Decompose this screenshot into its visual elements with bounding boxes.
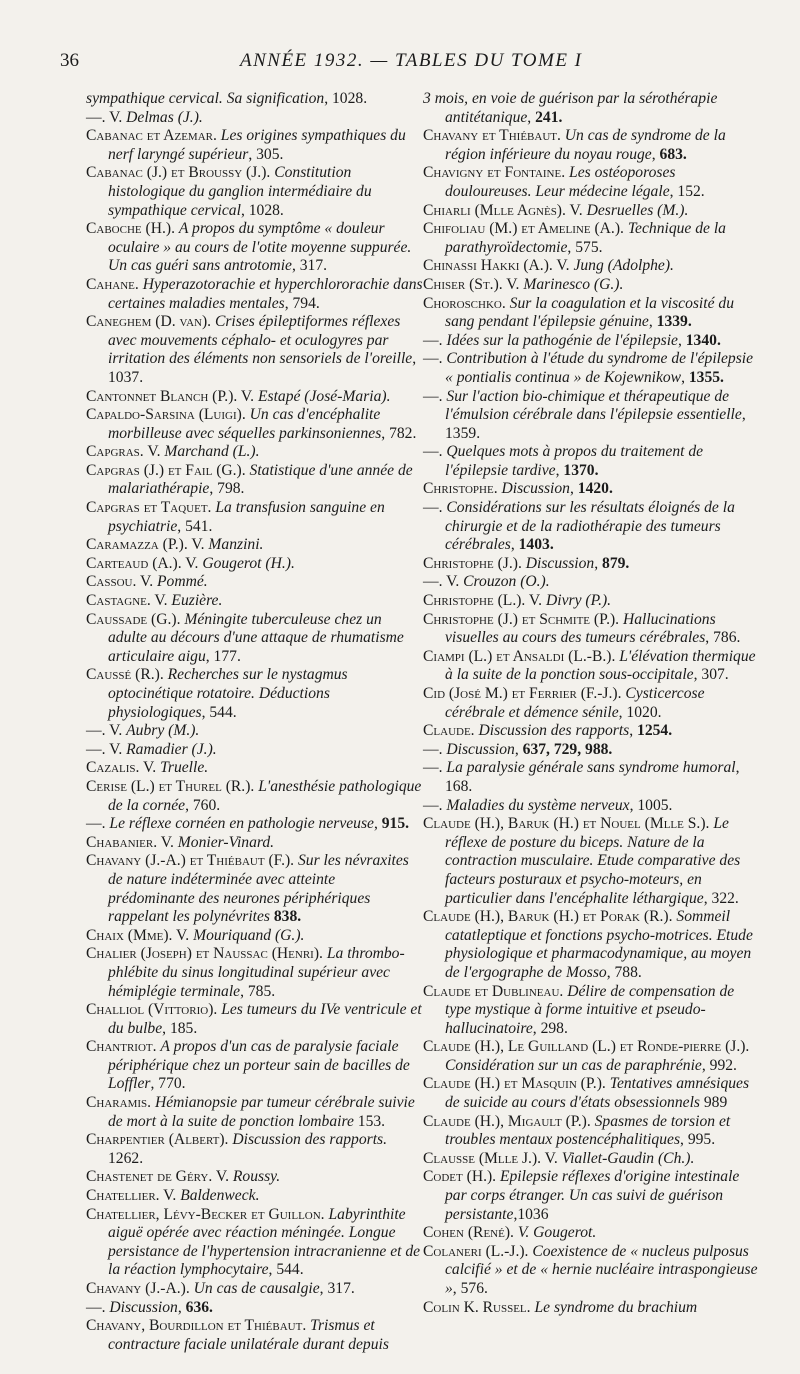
entry-ref: , 1359. [445, 406, 746, 442]
entry-title: Truelle. [160, 759, 209, 777]
entry-author: —. V. [423, 573, 464, 591]
entry-ref: , 788. [606, 963, 642, 981]
index-entry [86, 1131, 424, 1168]
entry-title: Euzière. [171, 592, 223, 610]
index-entry [423, 350, 761, 387]
entry-title: Constitution histologique du ganglion intermédiaire du sympathique cervical [108, 164, 372, 219]
entry-author: Cohen (René). [423, 1224, 518, 1242]
index-entry [423, 295, 761, 332]
entry-title: Un cas d'encéphalite morbilleuse avec séquelles parkinsoniennes [108, 406, 382, 442]
entry-title: Méningite tuberculeuse chez un adulte au décours d'une attaque de rhumatisme articulaire aigu [108, 610, 404, 665]
entry-title: Le réflexe cornéen en pathologie nerveuse [109, 815, 374, 833]
entry-author: Choroschko. [423, 294, 510, 312]
index-entry [86, 759, 424, 778]
entry-ref: , 322. [703, 889, 739, 907]
entry-title: Considérations sur les résultats éloignés de la chirurgie et de la radiothérapie des tumeurs cérébrales [445, 499, 735, 554]
entry-title: Trismus et contracture faciale unilatérale durant depuis [108, 1317, 389, 1353]
index-entry [86, 741, 424, 760]
entry-author: Chaix (Mme). V. [86, 926, 194, 944]
entry-author: Chavigny et Fontaine. [423, 164, 570, 182]
index-entry [423, 480, 761, 499]
entry-ref: , [514, 740, 523, 758]
entry-author: Capaldo-Sarsina (Luigi). [86, 406, 250, 424]
entry-author: Carteaud (A.). V. [86, 554, 203, 572]
entry-page-bold: 1339. [656, 313, 692, 331]
index-entry [86, 1038, 424, 1094]
entry-author: Chifoliau (M.) et Ameline (A.). [423, 220, 628, 238]
entry-ref: , 1028. [240, 201, 284, 219]
entry-page-bold: 683. [659, 145, 687, 163]
index-entry [86, 834, 424, 853]
entry-title: Ramadier (J.). [126, 740, 217, 758]
entry-title: Spasmes de torsion et troubles mentaux postencéphalitiques [445, 1112, 731, 1149]
entry-author: Chavany (J.-A.). [86, 1280, 194, 1297]
entry-author: Christophe (J.). [423, 554, 526, 572]
entry-ref: , 995. [680, 1131, 716, 1149]
entry-ref: , 760. [185, 796, 221, 814]
entry-author: Chatellier, Lévy-Becker et Guillon. [86, 1205, 329, 1223]
entry-title: Crouzon (O.). [463, 573, 550, 591]
entry-author: Cabanac et Azemar. [86, 127, 221, 145]
entry-title: Un cas de causalgie [193, 1280, 320, 1297]
entry-ref: , [594, 554, 603, 572]
entry-title: Maladies du système nerveux [446, 796, 630, 814]
index-entry [86, 927, 424, 946]
index-entry [86, 1187, 424, 1206]
entry-author: Charamis. [86, 1094, 155, 1112]
entry-title: Les origines sympathiques du nerf laryngé supérieur [108, 127, 406, 163]
entry-title: Desruelles (M.). [586, 201, 689, 219]
entry-author: Castagne. V. [86, 592, 172, 610]
entry-title: Estapé (José-Maria). [257, 387, 391, 405]
index-entry [423, 257, 761, 276]
running-title: ANNÉE 1932. — TABLES DU TOME I [240, 50, 583, 71]
entry-title: Discussion [501, 480, 570, 498]
entry-title: A propos d'un cas de paralysie faciale périphérique chez un porteur sain de bacilles de Loffler [108, 1038, 410, 1093]
index-entry [86, 778, 424, 815]
entry-page-bold: 879. [602, 554, 630, 572]
index-entry [86, 1001, 424, 1038]
entry-author: Cassou. V. [86, 573, 158, 591]
entry-author: Capgras. V. [86, 443, 165, 461]
entry-title: Recherches sur le nystagmus optocinétique rotatoire. Déductions physiologiques [108, 666, 348, 721]
index-entry [86, 313, 424, 387]
entry-author: Capgras et Taquet. [86, 499, 216, 517]
entry-ref: , [648, 313, 657, 331]
entry-author: Chavany (J.-A.) et Thiébaut (F.). [86, 852, 298, 870]
index-entry [423, 741, 761, 760]
entry-author: —. [423, 331, 447, 349]
entry-author: Cazalis. V. [86, 759, 161, 777]
index-entry [86, 164, 424, 220]
index-entry [423, 797, 761, 816]
index-entry [86, 90, 424, 109]
entry-author: —. V. [86, 740, 127, 758]
entry-ref: 989 [699, 1094, 728, 1112]
index-entry [423, 1224, 761, 1243]
index-entry [86, 1168, 424, 1187]
entry-author: Cabanac (J.) et Broussy (J.). [86, 164, 275, 182]
entry-ref: , 1020. [618, 703, 662, 721]
entry-title: Aubry (M.). [126, 722, 200, 740]
entry-ref: , 168. [445, 759, 740, 795]
entry-page-bold: 1355. [688, 368, 724, 386]
entry-author: Chavany, Bourdillon et Thiébaut. [86, 1317, 311, 1335]
entry-author: Capgras (J.) et Fail (G.). [86, 461, 250, 479]
index-entry [423, 164, 761, 201]
entry-title: Manzini. [208, 536, 264, 554]
entry-ref: , 576. [452, 1280, 488, 1297]
entry-title: Epilepsie réflexes d'origine intestinale par corps étranger. Un cas suivi de guérison persistante [445, 1168, 740, 1223]
entry-title: 3 mois, en voie de guérison par la sérothérapie antitétanique [423, 90, 718, 126]
entry-title: Hyperazotorachie et hyperchlororachie dans certaines maladies mentales [108, 275, 423, 312]
entry-ref: 1262. [108, 1149, 144, 1167]
entry-ref: , [510, 536, 519, 554]
entry-ref: , 782. [381, 424, 417, 442]
index-entry [423, 685, 761, 722]
entry-ref: 153. [353, 1112, 386, 1130]
index-entry [86, 573, 424, 592]
entry-author: Cerise (L.) et Thurel (R.). [86, 777, 259, 795]
entry-title: Le syndrome du brachium [534, 1298, 698, 1316]
entry-author: Chinassi Hakki (A.). V. [423, 257, 574, 275]
index-entry [423, 592, 761, 611]
index-entry [423, 388, 761, 444]
entry-author: Cahane. [86, 275, 143, 293]
entry-author: —. V. [86, 722, 127, 740]
index-entry [86, 1206, 424, 1280]
entry-title: Pommé. [157, 573, 208, 591]
entry-author: Codet (H.). [423, 1168, 500, 1186]
index-entry [423, 908, 761, 982]
entry-title: Labyrinthite aiguë opérée avec réaction méningée. Longue persistance de l'hypertension intracranienne et de la réaction lymphocytaire [108, 1205, 421, 1279]
entry-title: La transfusion sanguine en psychiatrie [108, 499, 385, 535]
entry-title: Gougerot (H.). [202, 554, 295, 572]
entry-ref: , 541. [177, 517, 213, 535]
entry-author: —. [423, 387, 447, 405]
entry-author: Claude (H.), Migault (P.). [423, 1112, 595, 1130]
entry-title: Sur l'action bio-chimique et thérapeutique de l'émulsion cérébrale dans l'épilepsie essentielle [445, 387, 742, 424]
entry-author: —. [423, 443, 447, 461]
entry-title: Les tumeurs du IVe ventricule et du bulbe [108, 1001, 422, 1037]
index-entry [86, 945, 424, 1001]
entry-author: Challiol (Vittorio). [86, 1001, 222, 1019]
entry-author: —. [423, 350, 447, 368]
index-entry [86, 1094, 424, 1131]
left-column [86, 90, 424, 1354]
index-entry [86, 1299, 424, 1318]
entry-title: Technique de la parathyroïdectomie [445, 220, 726, 256]
entry-title: Crises épileptiformes réflexes avec mouvements céphalo- et oculogyres par irritation des éléments non sensoriels de l'oreille [108, 313, 413, 368]
index-entry [86, 388, 424, 407]
index-entry [86, 1280, 424, 1299]
entry-title: Tentatives amnésiques de suicide au cours d'états obsessionnels [445, 1075, 750, 1112]
entry-title: Discussion des rapports. [232, 1131, 388, 1149]
entry-title: Roussy. [232, 1168, 281, 1186]
index-entry [423, 1150, 761, 1169]
entry-title: sympathique cervical. Sa signification [86, 90, 325, 107]
entry-author: Charpentier (Albert). [86, 1131, 233, 1149]
entry-ref: , 177. [205, 647, 241, 665]
entry-author: Chabanier. V. [86, 833, 178, 851]
entry-ref: , 298. [532, 1019, 568, 1037]
entry-author: —. [423, 796, 447, 814]
entry-author: —. [423, 499, 447, 517]
entry-ref: , [677, 331, 686, 349]
entry-ref: , 798. [209, 480, 245, 498]
entry-title: Marinesco (G.). [523, 275, 624, 293]
entry-title: Hémianopsie par tumeur cérébrale suivie de mort à la suite de ponction lombaire [108, 1094, 415, 1130]
index-entry [423, 443, 761, 480]
index-entry [86, 462, 424, 499]
entry-title: Divry (P.). [545, 592, 612, 610]
entry-author: Christophe (L.). V. [423, 592, 546, 610]
entry-author: Caneghem (D. van). [86, 313, 215, 331]
entry-author: Claude. [423, 722, 479, 740]
entry-title: Sur la coagulation et la viscosité du sang pendant l'épilepsie génuine [445, 294, 735, 331]
entry-title: Sur les névraxites de nature indéterminée avec atteinte prédominante des neurones périphériques rappelant les polynévrites [108, 852, 409, 926]
entry-ref: , 152. [669, 182, 705, 200]
entry-ref: , 317. [319, 1280, 355, 1297]
entry-author: —. [423, 759, 447, 777]
entry-author: Chiser (St.). V. [423, 275, 524, 293]
index-entry [86, 276, 424, 313]
entry-author: Christophe. [423, 480, 502, 498]
entry-ref: , 317. [291, 257, 328, 275]
entry-ref: , 794. [284, 294, 320, 312]
entry-author: Claude (H.), Baruk (H.) et Nouel (Mlle S.). [423, 815, 714, 833]
page-header [60, 50, 760, 80]
index-entry [423, 127, 761, 164]
entry-author: Christophe (J.) et Schmite (P.). [423, 610, 623, 628]
entry-ref: , [527, 108, 536, 126]
entry-author: Chiarli (Mlle Agnès). V. [423, 201, 587, 219]
index-entry [423, 1075, 761, 1112]
entry-ref: , 305. [248, 145, 284, 163]
index-entry [423, 722, 761, 741]
index-entry [423, 815, 761, 908]
entry-title: Idées sur la pathogénie de l'épilepsie [446, 331, 678, 349]
index-entry [86, 852, 424, 926]
entry-title: Jung (Adolphe). [573, 257, 674, 275]
entry-author: Colin K. Russel. [423, 1298, 535, 1316]
index-entry [86, 443, 424, 462]
entry-author: Ciampi (L.) et Ansaldi (L.-B.). [423, 647, 620, 665]
index-entry [86, 666, 424, 722]
entry-ref: ,1036 [513, 1205, 549, 1223]
index-entry [86, 722, 424, 741]
entry-author: Claude et Dublineau. [423, 982, 568, 1000]
entry-title: Statistique d'une année de malariathérapie [108, 461, 413, 498]
entry-ref: , 992. [701, 1056, 737, 1074]
entry-page-bold: 1340. [685, 331, 721, 349]
entry-author: Chatellier. V. [86, 1187, 181, 1205]
entry-author: Colaneri (L.-J.). [423, 1242, 533, 1260]
index-entry [86, 611, 424, 667]
entry-title: Contribution à l'étude du syndrome de l'épilepsie « pontialis continua » de Kojewnikow [445, 350, 754, 386]
entry-title: La paralysie générale sans syndrome humoral [446, 759, 736, 777]
index-entry [423, 499, 761, 555]
entry-title: Délire de compensation de type mystique à forme intuitive et pseudo-hallucinatoire [445, 982, 735, 1037]
entry-title: A propos du symptôme « douleur oculaire » au cours de l'otite moyenne suppurée. Un cas guéri sans antrotomie [108, 220, 412, 275]
entry-ref: , [177, 1298, 186, 1316]
index-entry [423, 983, 761, 1039]
entry-author: Cid (José M.) et Ferrier (F.-J.). [423, 685, 626, 702]
index-entry [423, 220, 761, 257]
entry-title: Sommeil catatleptique et fonctions psycho-motrices. Etude physiologique et pharmacodynamique, au moyen de l'ergographe de Mosso [445, 908, 753, 981]
index-entry [86, 555, 424, 574]
entry-author: Caussade (G.). [86, 610, 185, 628]
entry-author: Chantriot. [86, 1038, 161, 1056]
index-entry [423, 555, 761, 574]
entry-ref: , [629, 722, 638, 740]
entry-ref: , 1028. [324, 90, 368, 107]
index-entry [86, 220, 424, 276]
index-entry [423, 573, 761, 592]
index-entry [423, 759, 761, 796]
entry-title: Discussion des rapports [478, 722, 630, 740]
entry-ref: , [555, 461, 564, 479]
entry-title: Cysticercose cérébrale et démence sénile [445, 685, 705, 721]
entry-title: Baldenweck. [180, 1187, 260, 1205]
entry-author: Chavany et Thiébaut. [423, 127, 565, 145]
entry-title: L'élévation thermique à la suite de la ponction sous-occipitale [445, 647, 756, 684]
entry-ref: , 307. [693, 666, 729, 684]
index-entry [423, 611, 761, 648]
entry-title: Discussion [446, 740, 515, 758]
entry-title: Viallet-Gaudin (Ch.). [561, 1149, 695, 1167]
index-entry [423, 90, 761, 127]
index-entry [423, 1299, 761, 1318]
entry-title: Hallucinations visuelles au cours des tumeurs cérébrales [445, 610, 716, 647]
entry-author: —. [423, 740, 447, 758]
entry-title: L'anesthésie pathologique de la cornée [108, 777, 422, 814]
index-entry [423, 1243, 761, 1299]
entry-title: Discussion [525, 554, 595, 572]
entry-ref: , 1037. [108, 350, 417, 386]
entry-title: Coexistence de « nucleus pulposus calcifié » et de « hernie nucléaire intraspongieuse » [445, 1242, 758, 1297]
entry-ref: , 185. [162, 1019, 198, 1037]
entry-title: Delmas (J.). [126, 108, 203, 126]
entry-ref: , [651, 145, 660, 163]
entry-page-bold: 636. [185, 1298, 213, 1316]
index-entry [86, 499, 424, 536]
entry-title: Marchand (L.). [164, 443, 260, 461]
entry-title: Un cas de syndrome de la région inférieure du noyau rouge [445, 127, 726, 163]
entry-author: Clausse (Mlle J.). V. [423, 1149, 562, 1167]
index-entry [86, 592, 424, 611]
entry-ref: , 544. [268, 1261, 304, 1279]
index-entry [423, 276, 761, 295]
index-entry [86, 406, 424, 443]
right-column [423, 90, 761, 1317]
entry-author: Claude (H.) et Masquin (P.). [423, 1075, 610, 1093]
entry-author: —. V. [86, 108, 127, 126]
page-number: 36 [60, 50, 79, 71]
index-entry [86, 109, 424, 128]
index-entry [86, 536, 424, 555]
index-entry [423, 1168, 761, 1224]
index-entry [423, 1113, 761, 1150]
entry-title: Considération sur un cas de paraphrénie [445, 1056, 702, 1074]
entry-page-bold: 1254. [637, 722, 673, 740]
entry-author: Chastenet de Géry. V. [86, 1168, 233, 1186]
entry-ref: , [373, 815, 382, 833]
entry-page-bold: 637, 729, 988. [522, 740, 613, 758]
entry-title: V. Gougerot. [517, 1224, 597, 1242]
entry-ref: , [681, 368, 689, 386]
entry-page-bold: 1420. [577, 480, 613, 498]
entry-page-bold: 1403. [518, 536, 554, 554]
entry-author: Caussé (R.). [86, 666, 168, 684]
entry-ref: , 575. [567, 238, 603, 256]
entry-author: Caramazza (P.). V. [86, 536, 209, 554]
entry-title: Le réflexe de posture du biceps. Nature de la contraction musculaire. Etude comparative des facteurs posturaux et psycho-moteurs, en particulier dans l'encéphalite léthargique [445, 815, 741, 907]
entry-author: Caboche (H.). [86, 220, 179, 238]
entry-ref: , 770. [150, 1075, 186, 1093]
entry-title: Mouriquand (G.). [193, 926, 305, 944]
entry-title: Discussion [109, 1298, 178, 1316]
index-entry [423, 648, 761, 685]
entry-ref: , 1005. [629, 796, 673, 814]
entry-author: —. [86, 815, 110, 833]
entry-title: Les ostéoporoses douloureuses. Leur médecine légale [445, 164, 676, 200]
entry-title: La thrombo-phlébite du sinus longitudinal supérieur avec hémiplégie terminale [108, 945, 405, 1000]
entry-page-bold: 915. [381, 815, 410, 833]
entry-title: Quelques mots à propos du traitement de l'épilepsie tardive [445, 443, 704, 479]
entry-author: Cantonnet Blanch (P.). V. [86, 387, 258, 405]
entry-title: Monier-Vinard. [177, 833, 275, 851]
entry-page-bold: 1370. [563, 461, 599, 479]
index-entry [86, 1317, 424, 1354]
entry-ref: , 785. [240, 982, 276, 1000]
index-entry [86, 127, 424, 164]
entry-ref: , [569, 480, 578, 498]
entry-ref: , 786. [705, 629, 741, 647]
entry-author: Claude (H.), Le Guilland (L.) et Ronde-pierre (J.). [423, 1038, 750, 1056]
entry-ref: , 544. [201, 703, 237, 721]
entry-page-bold: 838. [273, 908, 302, 926]
index-entry [423, 1038, 761, 1075]
index-entry [86, 815, 424, 834]
index-entry [423, 202, 761, 221]
entry-author: Claude (H.), Baruk (H.) et Porak (R.). [423, 908, 677, 926]
entry-author: —. [86, 1298, 110, 1316]
index-entry [423, 332, 761, 351]
entry-author: Chalier (Joseph) et Naussac (Henri). [86, 945, 327, 963]
entry-page-bold: 241. [535, 108, 563, 126]
